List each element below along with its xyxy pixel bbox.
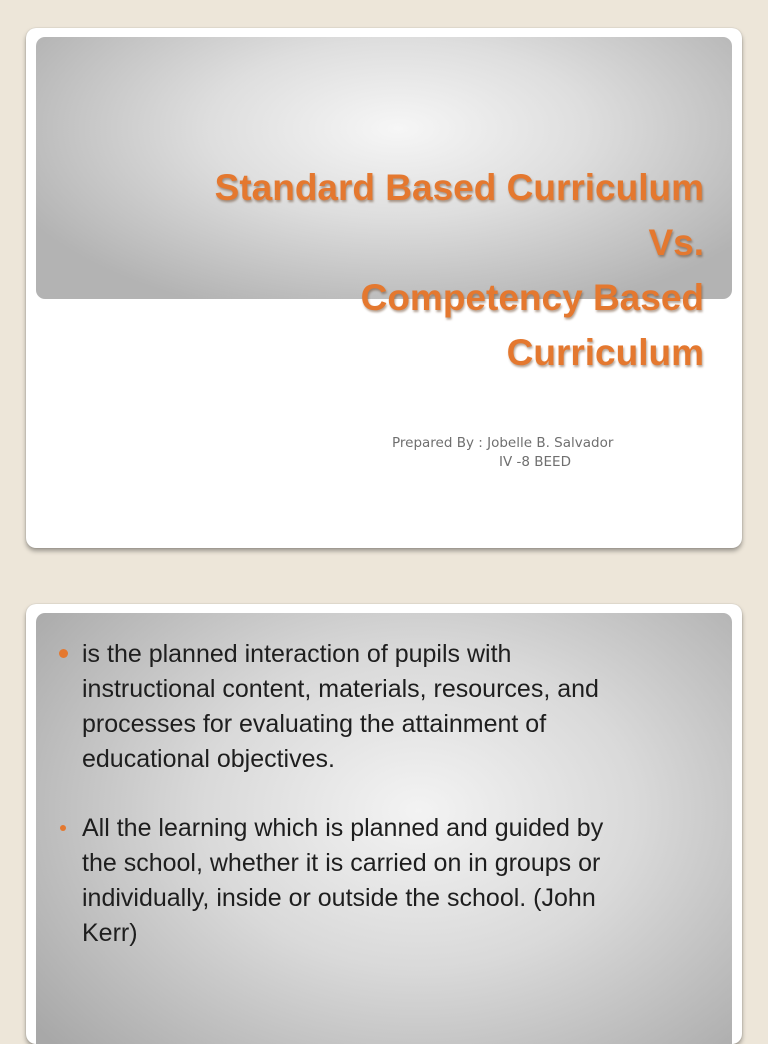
bullet-line: the school, whether it is carried on in groups or [82,849,601,877]
slide-title [44,160,704,380]
bullet-item [36,637,722,777]
bullet-line: instructional content, materials, resources, and [82,675,599,703]
bullet-list [36,637,722,951]
bullet-line: educational objectives. [82,745,335,773]
bullet-line: All the learning which is planned and guided by [82,814,604,842]
subtitle-section: IV -8 BEED [499,454,571,470]
subtitle-author: Prepared By : Jobelle B. Salvador [392,435,614,451]
title-line: Vs. [648,222,704,263]
title-line: Standard Based Curriculum [214,167,704,208]
bullet-dot-icon [59,649,68,658]
title-slide [26,28,742,548]
content-band [36,613,732,1044]
slide-subtitle [392,434,732,472]
bullet-dot-icon [60,825,66,831]
bullet-line: Kerr) [82,919,138,947]
content-slide [26,604,742,1044]
title-line: Curriculum [506,332,704,373]
bullet-line: is the planned interaction of pupils with [82,640,512,668]
bullet-line: processes for evaluating the attainment of [82,710,547,738]
title-line: Competency Based [360,277,704,318]
bullet-item [36,811,722,951]
bullet-line: individually, inside or outside the school. (John [82,884,596,912]
